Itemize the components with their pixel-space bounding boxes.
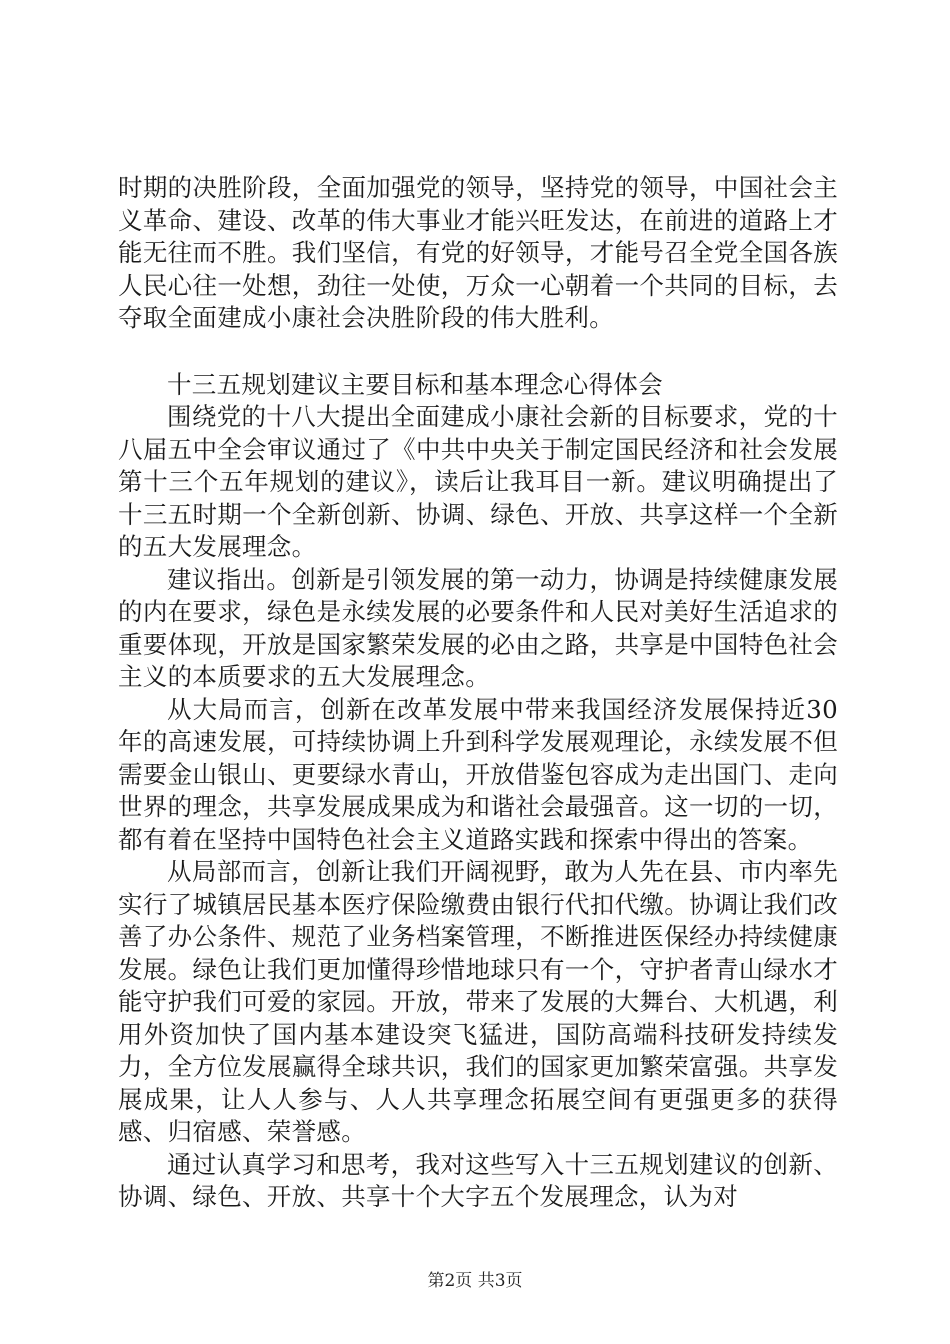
document-body (118, 172, 838, 1214)
document-title: 十三五规划建议主要目标和基本理念心得体会 (167, 369, 663, 399)
continuation-paragraph: 时期的决胜阶段，全面加强党的领导，坚持党的领导，中国社会主义革命、建设、改革的伟大事业才能兴旺发达，在前进的道路上才能无往而不胜。我们坚信，有党的好领导，才能号召全党全国各族人民心往一处想，劲往一处使，万众一心朝着一个共同的目标，去夺取全面建成小康社会决胜阶段的伟大胜利。 (118, 173, 838, 332)
body-paragraph: 建议指出。创新是引领发展的第一动力，协调是持续健康发展的内在要求，绿色是永续发展的必要条件和人民对美好生活追求的重要体现，开放是国家繁荣发展的必由之路，共享是中国特色社会主义的本质要求的五大发展理念。 (118, 564, 838, 691)
page-number-footer: 第2页 共3页 (427, 1271, 523, 1291)
body-paragraph: 围绕党的十八大提出全面建成小康社会新的目标要求，党的十八届五中全会审议通过了《中共中央关于制定国民经济和社会发展第十三个五年规划的建议》，读后让我耳目一新。建议明确提出了十三五时期一个全新创新、协调、绿色、开放、共享这样一个全新的五大发展理念。 (118, 402, 838, 561)
body-paragraph: 从大局而言，创新在改革发展中带来我国经济发展保持近30年的高速发展，可持续协调上升到科学发展观理论，永续发展不但需要金山银山、更要绿水青山，开放借鉴包容成为走出国门、走向世界的理念，共享发展成果成为和谐社会最强音。这一切的一切，都有着在坚持中国特色社会主义道路实践和探索中得出的答案。 (118, 694, 838, 854)
body-paragraph: 从局部而言，创新让我们开阔视野，敢为人先在县、市内率先实行了城镇居民基本医疗保险缴费由银行代扣代缴。协调让我们改善了办公条件、规范了业务档案管理，不断推进医保经办持续健康发展。绿色让我们更加懂得珍惜地球只有一个，守护者青山绿水才能守护我们可爱的家园。开放，带来了发展的大舞台、大机遇，利用外资加快了国内基本建设突飞猛进，国防高端科技研发持续发力，全方位发展赢得全球共识，我们的国家更加繁荣富强。共享发展成果，让人人参与、人人共享理念拓展空间有更强更多的获得感、归宿感、荣誉感。 (118, 857, 838, 1146)
body-paragraph: 通过认真学习和思考，我对这些写入十三五规划建议的创新、协调、绿色、开放、共享十个大字五个发展理念，认为对 (118, 1149, 838, 1211)
